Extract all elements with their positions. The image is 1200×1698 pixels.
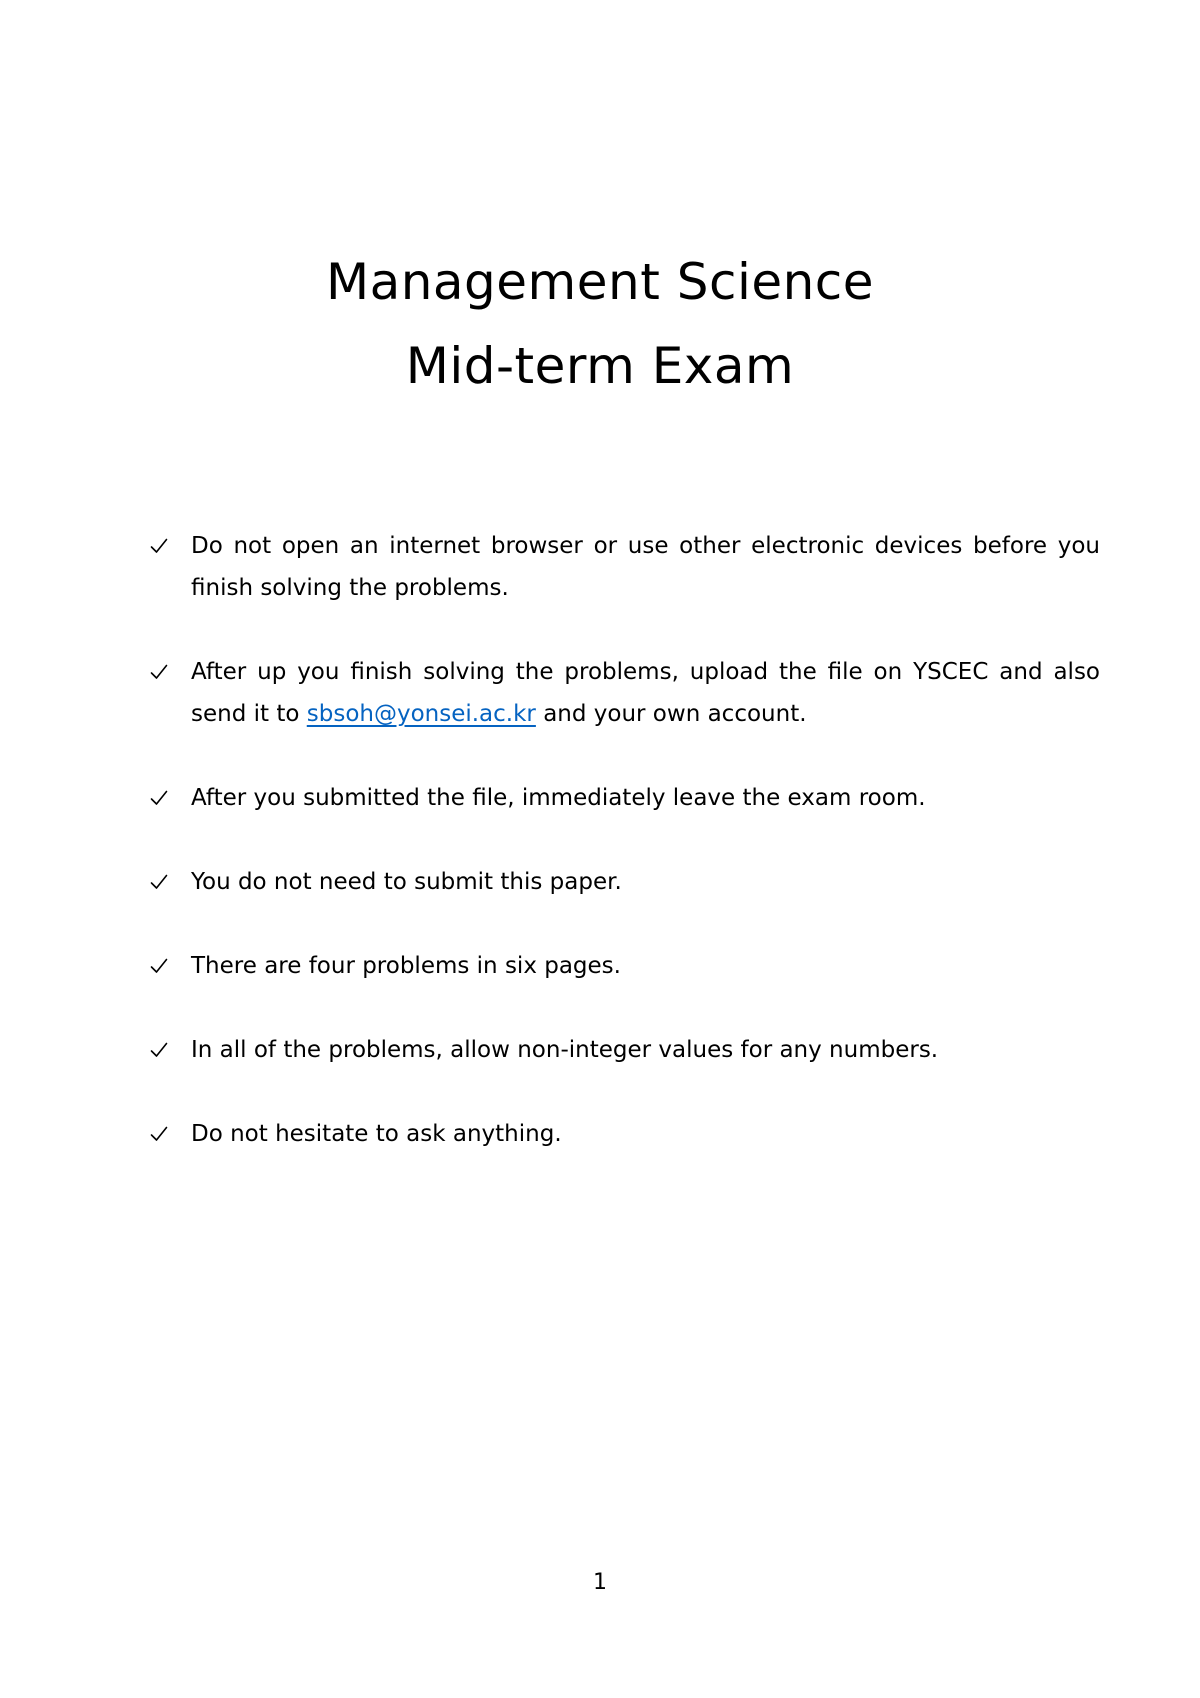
instruction-text: After you submitted the file, immediately leave the exam room. bbox=[191, 785, 926, 811]
instruction-text: After up you finish solving the problems, upload the file on YSCEC and also send it to bbox=[191, 659, 1100, 727]
instruction-text: Do not hesitate to ask anything. bbox=[191, 1121, 562, 1147]
check-icon bbox=[150, 861, 172, 903]
check-icon bbox=[150, 1113, 172, 1155]
instruction-text: There are four problems in six pages. bbox=[191, 953, 621, 979]
check-icon bbox=[150, 651, 172, 693]
check-icon bbox=[150, 1029, 172, 1071]
instruction-item bbox=[150, 1113, 1100, 1155]
instruction-item bbox=[150, 1029, 1100, 1071]
course-title: Management Science bbox=[325, 253, 875, 311]
instruction-item bbox=[150, 651, 1100, 735]
instructions-list bbox=[150, 525, 1100, 1197]
page-number: 1 bbox=[593, 1570, 607, 1595]
instruction-text: Do not open an internet browser or use other electronic devices before you finish solving the problems. bbox=[191, 533, 1100, 601]
title-block bbox=[0, 240, 1200, 408]
instruction-text: and your own account. bbox=[535, 701, 807, 727]
instruction-text: In all of the problems, allow non-integer values for any numbers. bbox=[191, 1037, 939, 1063]
email-link[interactable]: sbsoh@yonsei.ac.kr bbox=[306, 701, 536, 727]
instruction-item bbox=[150, 945, 1100, 987]
check-icon bbox=[150, 777, 172, 819]
instruction-item bbox=[150, 525, 1100, 609]
instruction-item bbox=[150, 861, 1100, 903]
exam-title: Mid-term Exam bbox=[405, 337, 795, 395]
check-icon bbox=[150, 525, 172, 567]
instruction-text: You do not need to submit this paper. bbox=[191, 869, 622, 895]
check-icon bbox=[150, 945, 172, 987]
instruction-item bbox=[150, 777, 1100, 819]
